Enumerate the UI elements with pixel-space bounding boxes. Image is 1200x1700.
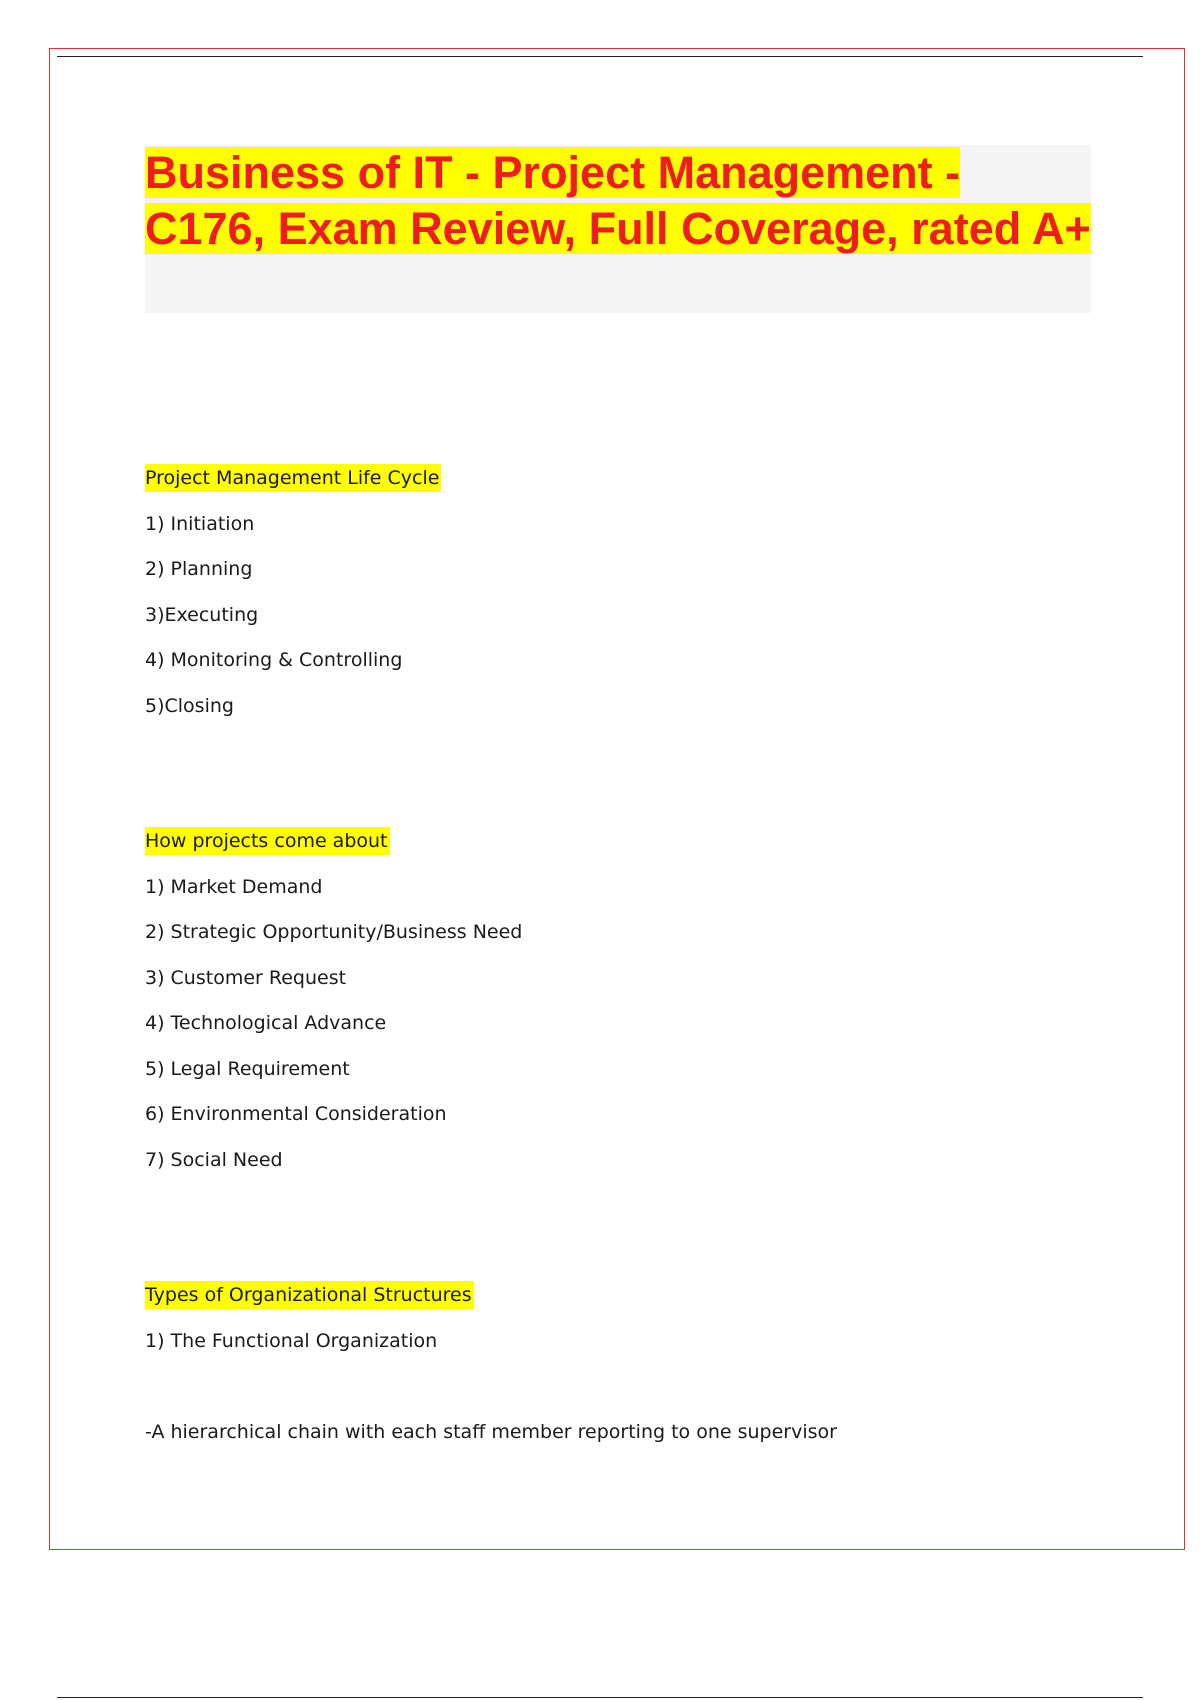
section-note: -A hierarchical chain with each staff member reporting to one supervisor [145,1421,837,1443]
bottom-rule [57,1697,1143,1698]
top-rule [57,56,1143,57]
title-block [145,145,1091,313]
document-title-text: Business of IT - Project Management - C176, Exam Review, Full Coverage, rated A+ [145,147,1091,254]
list-item: 1) Market Demand [145,876,323,898]
section-heading: Project Management Life Cycle [145,464,441,492]
section-how-projects [145,827,1045,1174]
document-title [145,145,1091,257]
list-item: 6) Environmental Consideration [145,1103,447,1125]
list-item: 3)Executing [145,604,259,626]
list-item: 4) Technological Advance [145,1012,387,1034]
list-item: 7) Social Need [145,1149,283,1171]
section-heading: How projects come about [145,827,390,855]
list-item: 5) Legal Requirement [145,1058,350,1080]
section-org-structures [145,1281,1045,1446]
section-life-cycle [145,464,1045,720]
section-heading: Types of Organizational Structures [145,1281,474,1309]
list-item: 2) Strategic Opportunity/Business Need [145,921,523,943]
list-item: 1) The Functional Organization [145,1330,438,1352]
list-item: 5)Closing [145,695,234,717]
list-item: 3) Customer Request [145,967,347,989]
list-item: 2) Planning [145,558,253,580]
list-item: 4) Monitoring & Controlling [145,649,403,671]
list-item: 1) Initiation [145,513,255,535]
